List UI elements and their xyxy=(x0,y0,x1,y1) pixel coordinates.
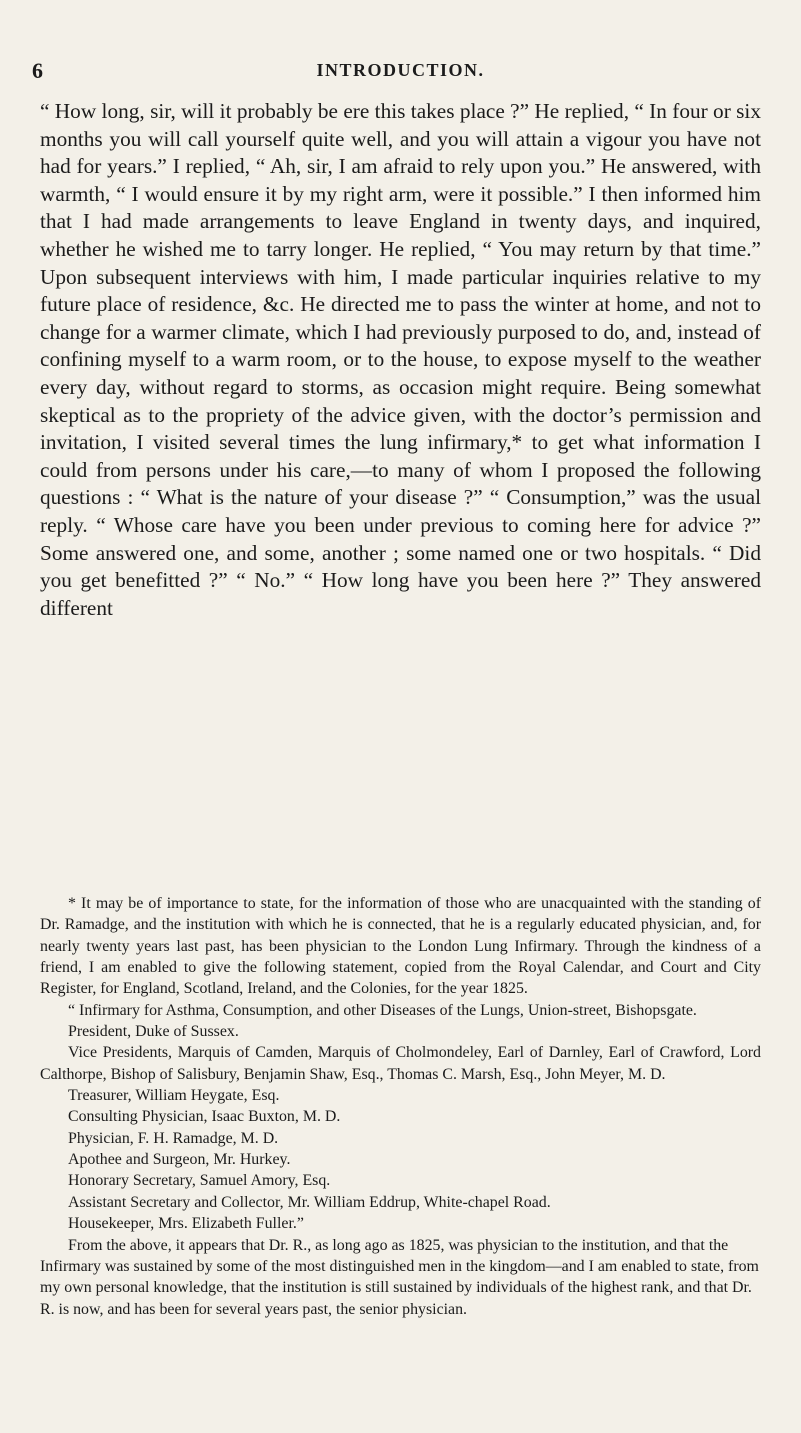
page-number: 6 xyxy=(32,58,43,83)
footnote-housekeeper: Housekeeper, Mrs. Elizabeth Fuller.” xyxy=(68,1215,304,1233)
footnote-quote-title: “ Infirmary for Asthma, Consumption, and other Diseases of the Lungs, Union-street, Bishopsgate. xyxy=(68,1001,697,1019)
footnote-treasurer: Treasurer, William Heygate, Esq. xyxy=(68,1087,280,1105)
footnote xyxy=(40,893,761,1320)
footnote-intro: * It may be of importance to state, for the information of those who are unacquainted with the standing of Dr. Ramadge, and the institution with which he is connected, that he is a regularly educated physician, and, for nearly twenty years last past, has been physician to the London Lung Infirmary. Through the kindness of a friend, I am enabled to give the following statement, copied from the Royal Calendar, and Court and City Register, for England, Scotland, Ireland, and the Colonies, for the year 1825. xyxy=(40,895,761,998)
body-paragraph: “ How long, sir, will it probably be ere this takes place ?” He replied, “ In four or six months you will call yourself quite well, and you will attain a vigour you have not had for years.” I replied, “ Ah, sir, I am afraid to rely upon you.” He answered, with warmth, “ I would ensure it by my right arm, were it possible.” I then informed him that I had made arrangements to leave England in twenty days, and inquired, whether he wished me to tarry longer. He replied, “ You may return by that time.” Upon subsequent interviews with him, I made particular inquiries relative to my future place of residence, &c. He directed me to pass the winter at home, and not to change for a warmer climate, which I had previously purposed to do, and, instead of confining myself to a warm room, or to the house, to expose myself to the weather every day, without regard to storms, as occasion might require. Being somewhat skeptical as to the propriety of the advice given, with the doctor’s permission and invitation, I visited several times the lung infirmary,* to get what information I could from persons under his care,—to many of whom I proposed the following questions : “ What is the nature of your disease ?” “ Consumption,” was the usual reply. “ Whose care have you been under previous to coming here for advice ?” Some answered one, and some, another ; some named one or two hospitals. “ Did you get benefitted ?” “ No.” “ How long have you been here ?” They answered different xyxy=(40,99,761,620)
footnote-vice-presidents: Vice Presidents, Marquis of Camden, Marquis of Cholmondeley, Earl of Darnley, Earl of Crawford, Lord Calthorpe, Bishop of Salisbury, Benjamin Shaw, Esq., Thomas C. Marsh, Esq., John Meyer, M. D. xyxy=(40,1044,761,1083)
footnote-conclusion: From the above, it appears that Dr. R., as long ago as 1825, was physician to the institution, and that the Infirmary was sustained by some of the most distinguished men in the kingdom—and I am enabled to state, from my own personal knowledge, that the institution is still sustained by individuals of the highest rank, and that Dr. R. is now, and has been for several years past, the senior physician. xyxy=(40,1236,759,1318)
footnote-honorary-secretary: Honorary Secretary, Samuel Amory, Esq. xyxy=(68,1172,331,1190)
footnote-consulting-physician: Consulting Physician, Isaac Buxton, M. D. xyxy=(68,1108,341,1126)
footnote-assistant-secretary: Assistant Secretary and Collector, Mr. William Eddrup, White-chapel Road. xyxy=(68,1193,551,1211)
page-header xyxy=(30,58,771,94)
footnote-president: President, Duke of Sussex. xyxy=(68,1023,239,1041)
footnote-apothee: Apothee and Surgeon, Mr. Hurkey. xyxy=(68,1151,291,1169)
running-head: INTRODUCTION. xyxy=(316,60,485,80)
body-text xyxy=(40,98,761,622)
footnote-physician: Physician, F. H. Ramadge, M. D. xyxy=(68,1129,279,1147)
